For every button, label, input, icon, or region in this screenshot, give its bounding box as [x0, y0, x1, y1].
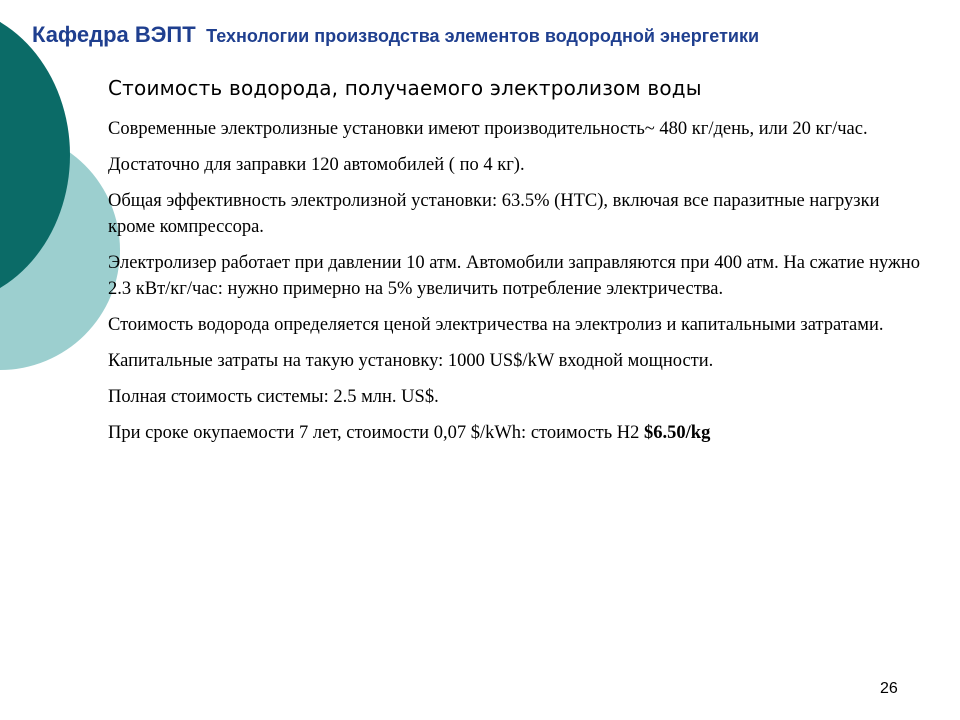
- paragraph: Полная стоимость системы: 2.5 млн. US$.: [108, 387, 439, 407]
- slide-header: [32, 22, 759, 48]
- conclusion-text: При сроке окупаемости 7 лет, стоимости 0,07 $/kWh: стоимость H2: [108, 423, 645, 443]
- paragraph: Стоимость водорода определяется ценой электричества на электролиз и капитальными затратами.: [108, 315, 884, 335]
- page-number: 26: [880, 680, 898, 697]
- slide-title: Стоимость водорода, получаемого электролизом воды: [108, 76, 702, 100]
- department-name: Кафедра ВЭПТ: [32, 22, 196, 47]
- paragraph: Капитальные затраты на такую установку: 1000 US$/kW входной мощности.: [108, 351, 714, 371]
- paragraph: Достаточно для заправки 120 автомобилей ( по 4 кг).: [108, 155, 525, 175]
- course-title: Технологии производства элементов водородной энергетики: [206, 26, 760, 46]
- paragraph: Электролизер работает при давлении 10 атм. Автомобили заправляются при 400 атм. На сжатие нужно 2.3 кВт/кг/час: нужно примерно на 5% увеличить потребление электричества.: [108, 253, 920, 299]
- slide-body: [108, 116, 924, 456]
- h2-cost-value: $6.50/kg: [644, 423, 711, 443]
- paragraph-conclusion: [108, 420, 924, 446]
- paragraph: Общая эффективность электролизной установки: 63.5% (HTC), включая все паразитные нагрузки кроме компрессора.: [108, 191, 880, 237]
- paragraph: Современные электролизные установки имеют производительность~ 480 кг/день, или 20 кг/час.: [108, 119, 868, 139]
